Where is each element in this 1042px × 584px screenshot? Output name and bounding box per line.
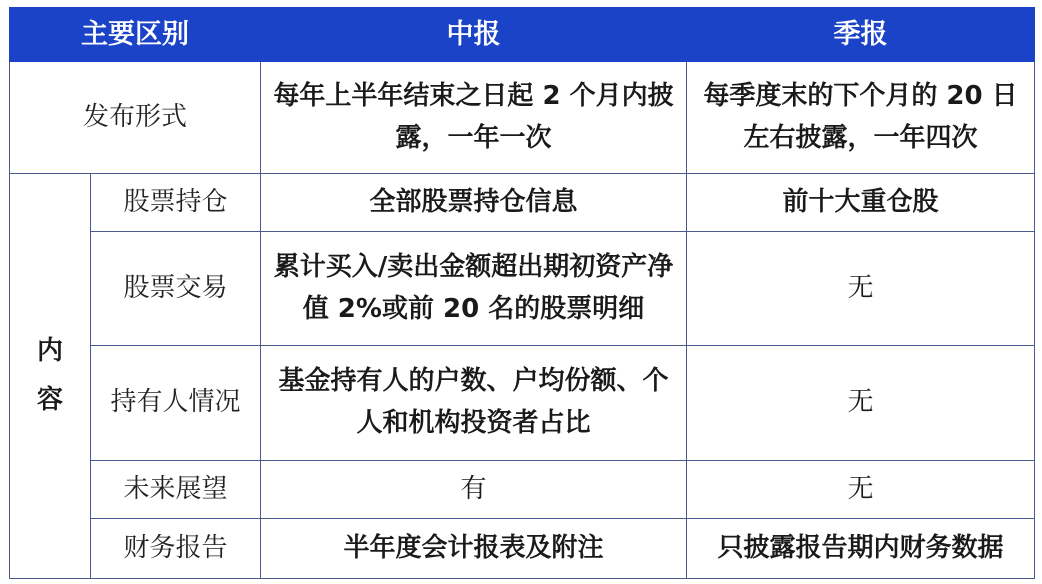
release-label: 发布形式 [10, 62, 261, 174]
row-label: 股票持仓 [91, 174, 261, 232]
row-interim: 全部股票持仓信息 [261, 174, 687, 232]
row-interim: 基金持有人的户数、户均份额、个人和机构投资者占比 [261, 346, 687, 461]
content-group-label [10, 174, 91, 579]
table-row [10, 461, 1035, 519]
release-quarterly: 每季度末的下个月的 20 日左右披露，一年四次 [687, 62, 1035, 174]
row-quarterly: 只披露报告期内财务数据 [687, 519, 1035, 579]
row-quarterly: 无 [687, 461, 1035, 519]
comparison-table [9, 7, 1035, 579]
table-row [10, 232, 1035, 346]
row-quarterly: 无 [687, 232, 1035, 346]
row-label: 财务报告 [91, 519, 261, 579]
table-row [10, 519, 1035, 579]
header-quarterly-report: 季报 [687, 8, 1035, 62]
row-interim: 有 [261, 461, 687, 519]
row-interim: 累计买入/卖出金额超出期初资产净值 2%或前 20 名的股票明细 [261, 232, 687, 346]
header-interim-report: 中报 [261, 8, 687, 62]
content-group-char: 容 [36, 385, 63, 415]
release-row [10, 62, 1035, 174]
row-quarterly: 前十大重仓股 [687, 174, 1035, 232]
row-label: 未来展望 [91, 461, 261, 519]
comparison-table-container [9, 7, 1034, 579]
content-group-char: 内 [36, 335, 63, 366]
table-row [10, 346, 1035, 461]
row-label: 股票交易 [91, 232, 261, 346]
header-main-difference: 主要区别 [10, 8, 261, 62]
row-interim: 半年度会计报表及附注 [261, 519, 687, 579]
table-row [10, 174, 1035, 232]
row-quarterly: 无 [687, 346, 1035, 461]
release-interim: 每年上半年结束之日起 2 个月内披露，一年一次 [261, 62, 687, 174]
header-row [10, 8, 1035, 62]
row-label: 持有人情况 [91, 346, 261, 461]
